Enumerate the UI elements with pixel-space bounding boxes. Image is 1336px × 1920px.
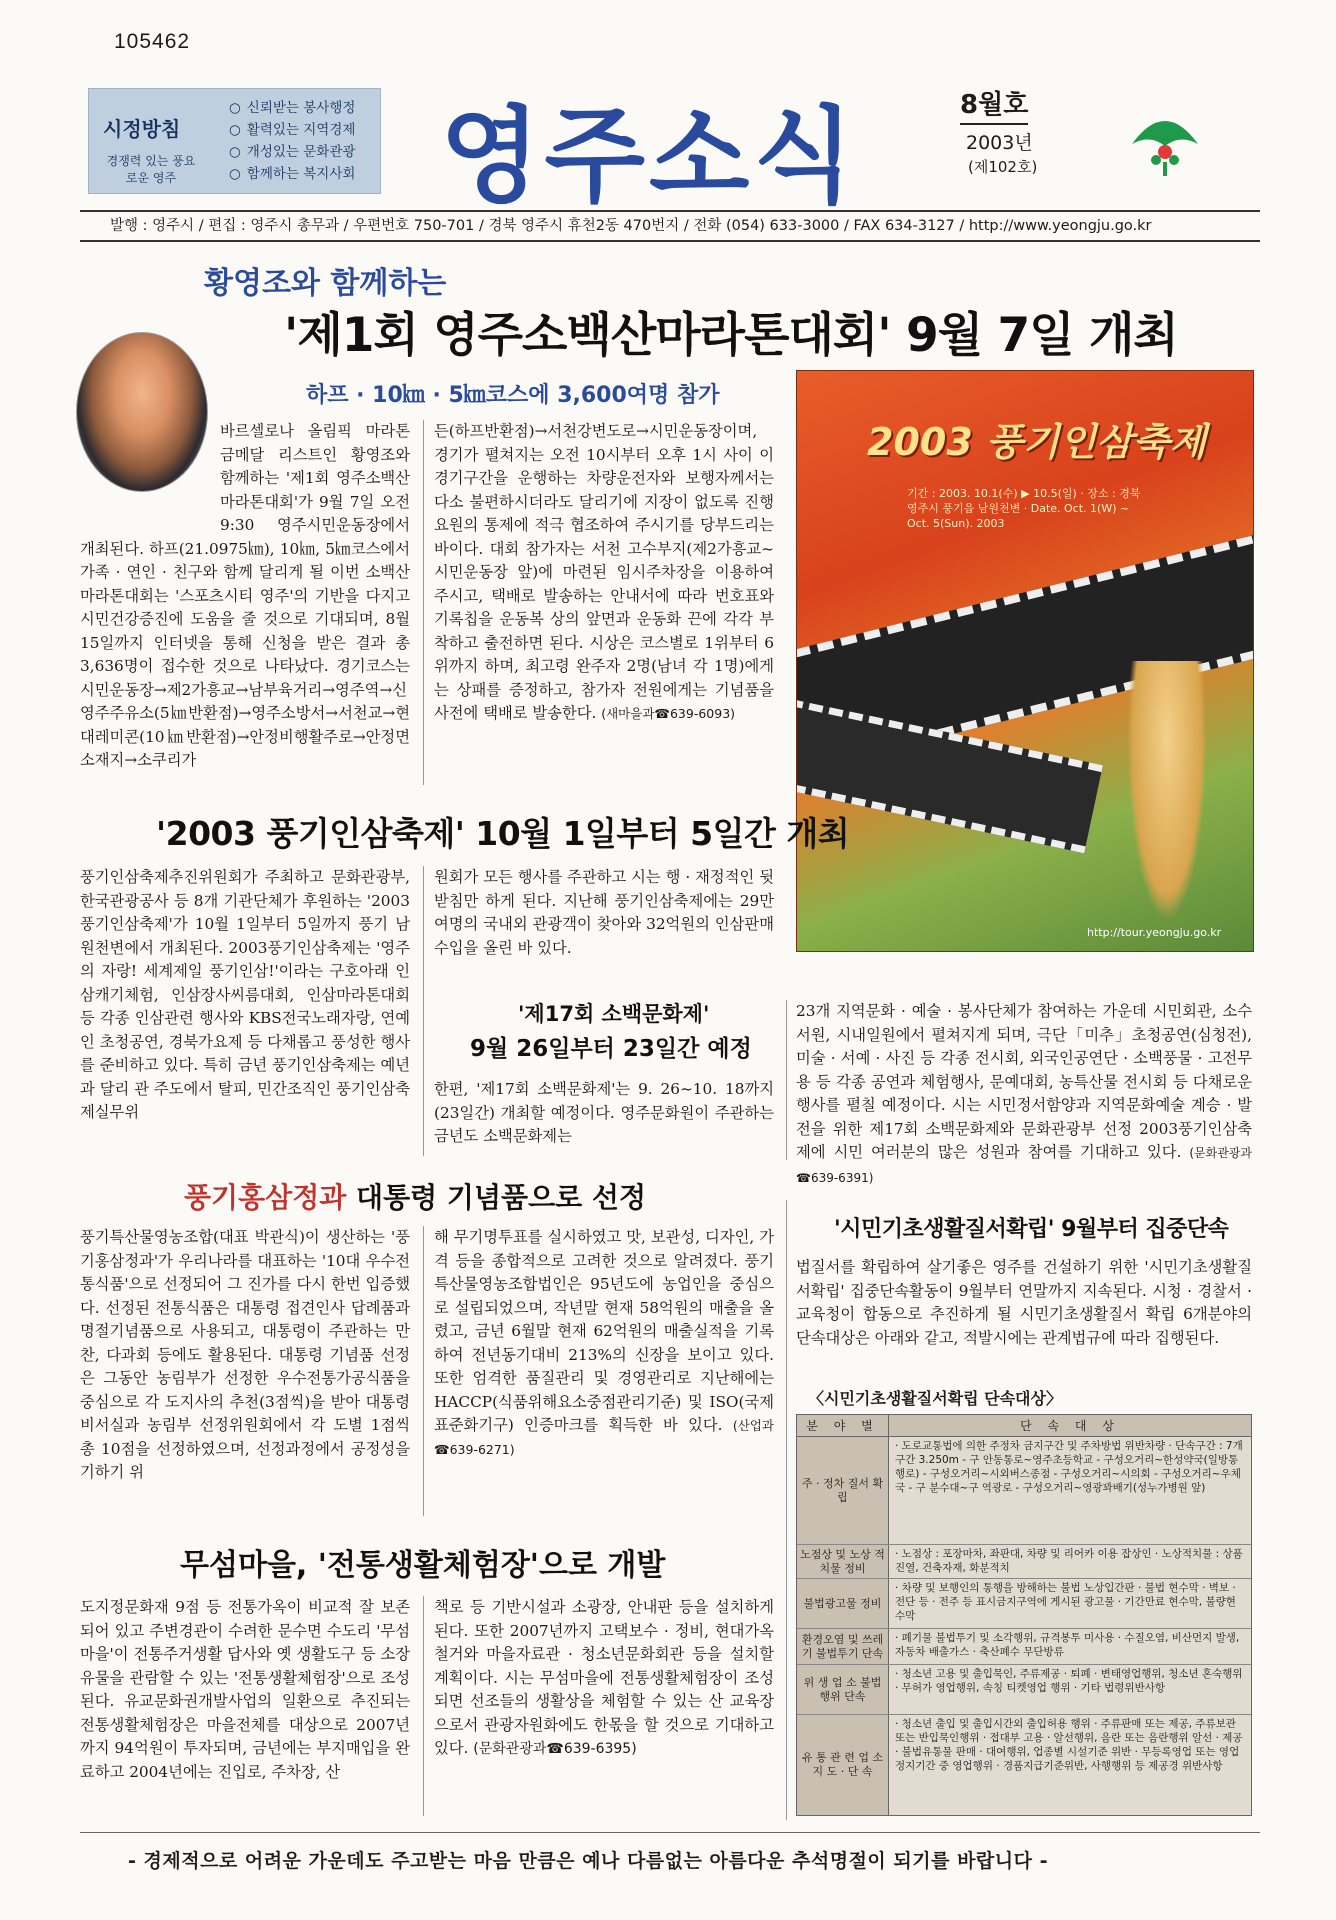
footer-rule bbox=[80, 1832, 1260, 1833]
portrait-wrap-space bbox=[80, 420, 220, 516]
article4-headline-product: 풍기홍삼정과 bbox=[184, 1181, 347, 1214]
table-category: 주 · 정차 질서 확립 bbox=[797, 1437, 889, 1544]
table-header bbox=[797, 1415, 1251, 1437]
article4-headline bbox=[184, 1176, 646, 1216]
issue-number: (제102호) bbox=[968, 158, 1038, 176]
column-divider bbox=[423, 866, 424, 1156]
policy-subtitle: 경쟁력 있는 풍요로운 영주 bbox=[106, 154, 196, 185]
article1-headline: '제1회 영주소백산마라톤대회' 9월 7일 개최 bbox=[284, 308, 1178, 363]
enforcement-table-title: 〈시민기초생활질서확립 단속대상〉 bbox=[808, 1389, 1062, 1408]
poster-ginseng-root bbox=[1127, 661, 1207, 921]
table-row bbox=[797, 1629, 1251, 1665]
article3-headline2: 9월 26일부터 23일간 예정 bbox=[470, 1036, 752, 1062]
table-detail: · 차량 및 보행인의 통행을 방해하는 불법 노상입간판 · 불법 현수막 · 벽보 · 전단 등 · 전주 등 표시금지구역에 게시된 광고물 · 기간만료 현수막, 불량현수막 bbox=[889, 1579, 1251, 1628]
table-detail: · 노점상 : 포장마차, 좌판대, 차량 및 리어카 이용 잡상인 · 노상적치물 : 상품진열, 건축자재, 화분적치 bbox=[889, 1545, 1251, 1578]
table-category: 유 통 관 련 업 소 지 도 · 단 속 bbox=[797, 1715, 889, 1815]
table-header-cell: 분 야 별 bbox=[797, 1415, 889, 1436]
table-row bbox=[797, 1579, 1251, 1629]
article1-kicker: 황영조와 함께하는 bbox=[204, 266, 447, 301]
column-divider bbox=[423, 420, 424, 785]
table-category: 위 생 업 소 불법행위 단속 bbox=[797, 1665, 889, 1714]
table-row bbox=[797, 1437, 1251, 1545]
article3-headline1: '제17회 소백문화제' bbox=[518, 1002, 710, 1026]
footer-message: - 경제적으로 어려운 가운데도 주고받는 마음 만큼은 예나 다름없는 아름다운 추석명절이 되기를 바랍니다 - bbox=[128, 1850, 1048, 1872]
article3-col2 bbox=[796, 1000, 1252, 1185]
policy-item: ○ 함께하는 복지사회 bbox=[229, 163, 355, 185]
publisher-info: 발행 : 영주시 / 편집 : 영주시 총무과 / 우편번호 750-701 / 경북 영주시 휴천2동 470번지 / 전화 (054) 633-3000 / FAX 634-3127 / http://www.yeongju.go.kr bbox=[80, 210, 1260, 242]
article2-col1: 풍기인삼축제추진위원회가 주최하고 문화관광부, 한국관광공사 등 8개 기관단체가 후원하는 '2003풍기인삼축제'가 10월 1일부터 5일까지 풍기 남원천변에서 개최된다. 2003풍기인삼축제는 '영주의 자랑! 세계제일 풍기인삼!'이라는 구호아래 인삼캐기체험, 인삼장사씨름대회, 인삼마라톤대회 등 각종 인삼관련 행사와 KBS전국노래자랑, 연예인 초청공연, 경북가요제 등 다채롭고 풍성한 행사를 준비하고 있다. 특히 금년 풍기인삼축제는 예년과 달리 관 주도에서 탈피, 민간조직인 풍기인삼축제실무위 bbox=[80, 868, 410, 1121]
table-detail: · 청소년 고용 및 출입묵인, 주류제공 · 퇴폐 · 변태영업행위, 청소년 혼숙행위 · 무허가 영업행위, 속칭 티켓영업 행위 · 기타 법령위반사항 bbox=[889, 1665, 1251, 1714]
article4-col2 bbox=[434, 1226, 774, 1526]
enforcement-table bbox=[796, 1414, 1252, 1816]
article6-body: 법질서를 확립하여 살기좋은 영주를 건설하기 위한 '시민기초생활질서확립' 집중단속활동이 9월부터 연말까지 지속된다. 시청 · 경찰서 · 교육청이 합동으로 추진하게 될 시민기초생활질서 확립 6개분야의 단속대상은 아래와 같고, 적발시에는 관계법규에 따라 집행된다. bbox=[796, 1258, 1252, 1347]
article1-contact: (새마을과☎639-6093) bbox=[601, 706, 736, 721]
table-detail: · 청소년 출입 및 출입시간외 출입허용 행위 · 주류판매 또는 제공, 주류보관 또는 반입묵인행위 · 접대부 고용 · 알선행위, 음란 또는 음란행위 알선 · 제공 · 불법유통물 판매 · 대여행위, 업종별 시설기준 위반 · 무등록영업 또는 영업정지기간 중 영업행위 · 경품지급기준위반, 사행행위 등 제공경 위반사항 bbox=[889, 1715, 1251, 1815]
masthead-title: 영주소식 bbox=[440, 95, 858, 217]
table-row bbox=[797, 1545, 1251, 1579]
article5-col2 bbox=[434, 1596, 774, 1826]
policy-title: 시정방침 bbox=[103, 117, 181, 141]
article1-col2-text: 든(하프반환점)→서천강변도로→시민운동장이며, 경기가 펼쳐지는 오전 10시부터 오후 1시 사이 이 경기구간을 운행하는 차량운전자와 보행자께서는 다소 불편하시더라도 달리기에 지장이 없도록 진행요원의 통제에 적극 협조하여 주시기를 당부드리는 바이다. 대회 참가자는 서천 고수부지(제2가흥교~시민운동장 앞)에 마련된 임시주차장을 이용하여 주시고, 택배로 발송하는 안내서에 따라 번호표와 기록칩을 운동복 상의 앞면과 운동화 끈에 각각 부착하고 출전하면 된다. 시상은 코스별로 1위부터 6위까지 하며, 최고령 완주자 2명(남녀 각 1명)에게는 상패를 증정하고, 참가자 전원에게는 기념품을 사전에 택배로 발송한다. bbox=[434, 422, 774, 722]
issue-year: 2003년 bbox=[966, 132, 1033, 154]
article4-contact: (산업과☎639-6271) bbox=[434, 1418, 774, 1457]
poster-title: 2003 풍기인삼축제 bbox=[867, 420, 1207, 464]
article3-contact: (문화관광과☎639-6391) bbox=[796, 1146, 1252, 1185]
article6-headline: '시민기초생활질서확립' 9월부터 집중단속 bbox=[834, 1217, 1229, 1242]
table-category: 환경오염 및 쓰레기 불법투기 단속 bbox=[797, 1629, 889, 1664]
policy-item: ○ 신뢰받는 봉사행정 bbox=[229, 97, 355, 119]
article5-col1: 도지정문화재 9점 등 전통가옥이 비교적 잘 보존되어 있고 주변경관이 수려한 문수면 수도리 '무섬마을'이 전통주거생활 답사와 옛 생활도구 등 소장유물을 관람할 수 있는 '전통생활체험장'으로 조성된다. 유교문화권개발사업의 일환으로 추진되는 전통생활체험장은 마을전체를 대상으로 2007년까지 94억원이 투자되며, 금년에는 부지매입을 완료하고 2004년에는 진입로, 주차장, 산 bbox=[80, 1598, 410, 1781]
article1-col1-text: 바르셀로나 올림픽 마라톤 금메달 리스트인 황영조와 함께하는 '제1회 영주소백산마라톤대회'가 9월 7일 오전 9:30 영주시민운동장에서 개최된다. 하프(21.0975㎞), 10㎞, 5㎞코스에서 가족 · 연인 · 친구와 함께 달리게 될 이번 소백산마라톤대회는 '스포츠시티 영주'의 기반을 다지고 시민건강증진에 도움을 줄 것으로 기대되며, 8월 15일까지 인터넷을 통해 신청을 받은 결과 총 3,636명이 접수한 것으로 나타났다. 경기코스는 시민운동장→제2가흥교→남부육거리→영주역→신영주주유소(5㎞반환점)→영주소방서→서천교→현대레미콘(10㎞반환점)→안정비행활주로→안정면소재지→소쿠리가 bbox=[80, 422, 410, 769]
article1-col1 bbox=[80, 420, 410, 790]
table-detail: · 도로교통법에 의한 주정차 금지구간 및 주차방법 위반차량 · 단속구간 : 7개구간 3.250m - 구 안동통로~영주초등학교 - 구성오거리~한성약국(일방통행로) - 구성오거리~시외버스종점 - 구성오거리~시의회 - 구성오거리~우체국 - 구 분수대~구 역광로 - 구성오거리~영광꽈배기(성누가병원 앞) bbox=[889, 1437, 1251, 1544]
article5-contact: (문화관광과☎639-6395) bbox=[473, 1741, 637, 1757]
article4-headline-rest: 대통령 기념품으로 선정 bbox=[346, 1181, 647, 1214]
article3-col2-text: 23개 지역문화 · 예술 · 봉사단체가 참여하는 가운데 시민회관, 소수서원, 시내일원에서 펼쳐지게 되며, 극단「미추」초청공연(심청전), 미술 · 서예 · 사진 등 각종 전시회, 외국인공연단 · 소백풍물 · 고전무용 등 각종 공연과 체험행사, 문예대회, 농특산물 전시회 등 다채로운 행사를 펼칠 예정이다. 시는 시민정서함양과 지역문화예술 계승 · 발전을 위한 제17회 소백문화제와 문화관광부 선정 2003풍기인삼축제에 시민 여러분의 많은 성원과 참여를 기대하고 있다. bbox=[796, 1002, 1252, 1161]
table-category: 노점상 및 노상 적치물 정비 bbox=[797, 1545, 889, 1578]
article1-col2 bbox=[434, 420, 774, 790]
article5-headline: 무섬마을, '전통생활체험장'으로 개발 bbox=[180, 1548, 666, 1583]
article5-col2-text: 책로 등 기반시설과 소광장, 안내판 등을 설치하게 된다. 또한 2007년까지 고택보수 · 정비, 현대가옥 철거와 마을자료관 · 청소년문화회관 등을 설치할 계획이다. 시는 무섬마을에 전통생활체험장이 조성되면 선조들의 생활상을 체험할 수 있는 산 교육장으로서 관광자원화에도 한몫을 할 것으로 기대하고 있다. bbox=[434, 1598, 774, 1757]
document-serial: 105462 bbox=[114, 30, 191, 53]
article2-headline: '2003 풍기인삼축제' 10월 1일부터 5일간 개최 bbox=[156, 814, 850, 853]
policy-list bbox=[229, 97, 355, 185]
table-category: 불법광고물 정비 bbox=[797, 1579, 889, 1628]
column-divider bbox=[786, 1200, 787, 1820]
article3-col1: 한편, '제17회 소백문화제'는 9. 26~10. 18까지(23일간) 개최할 예정이다. 영주문화원이 주관하는 금년도 소백문화제는 bbox=[434, 1080, 774, 1145]
poster-info: 기간 : 2003. 10.1(수) ▶ 10.5(일) · 장소 : 경북 영주시 풍기읍 남원천변 · Date. Oct. 1(W) ~ Oct. 5(Sun). 2003 bbox=[907, 487, 1141, 530]
policy-item: ○ 개성있는 문화관광 bbox=[229, 141, 355, 163]
yeongju-city-emblem-icon bbox=[1128, 104, 1202, 178]
poster-url: http://tour.yeongju.go.kr bbox=[1087, 926, 1222, 939]
ginseng-festival-poster bbox=[796, 370, 1254, 952]
article4-col2-text: 해 무기명투표를 실시하였고 맛, 보관성, 디자인, 가격 등을 종합적으로 고려한 것으로 알려졌다. 풍기특산물영농조합법인은 95년도에 농업인을 중심으로 설립되었으며, 작년말 현재 58억원의 매출을 올렸고, 금년 6월말 현재 62억원의 매출실적을 기록하여 전년동기대비 213%의 신장을 보이고 있다. 또한 엄격한 품질관리 및 경영관리로 지난해에는 HACCP(식품위해요소중점관리기준) 및 ISO(국제표준화기구) 인증마크를 획득한 바 있다. bbox=[434, 1228, 774, 1434]
column-divider bbox=[423, 1226, 424, 1516]
column-divider bbox=[423, 1596, 424, 1816]
article4-col1: 풍기특산물영농조합(대표 박관식)이 생산하는 '풍기홍삼정과'가 우리나라를 대표하는 '10대 우수전통식품'으로 선정되어 그 진가를 다시 한번 입증했다. 선정된 전통식품은 대통령 접견인사 답례품과 명절기념품으로 사용되고, 대통령이 주관하는 만찬, 다과회 등에도 활용된다. 대통령 기념품 선정은 그동안 농림부가 선정한 우수전통가공식품을 중심으로 각 도지사의 추천(3점씩)을 받아 대통령비서실과 농림부 선정위원회에서 각 도별 1점씩 총 10점을 선정하였으며, 선정과정에서 공정성을 기하기 위 bbox=[80, 1228, 410, 1481]
table-detail: · 폐기물 불법투기 및 소각행위, 규격봉투 미사용 · 수질오염, 비산먼지 발생, 자동차 배출가스 · 축산폐수 무단방류 bbox=[889, 1629, 1251, 1664]
policy-item: ○ 활력있는 지역경제 bbox=[229, 119, 355, 141]
issue-month: 8월호 bbox=[960, 84, 1028, 125]
article2-col2: 원회가 모든 행사를 주관하고 시는 행 · 재정적인 뒷받침만 하게 된다. 지난해 풍기인삼축제에는 29만여명의 국내외 관광객이 찾아와 32억원의 인삼판매수입을 올린 바 있다. bbox=[434, 868, 774, 957]
city-policy-box bbox=[88, 88, 381, 194]
table-row bbox=[797, 1665, 1251, 1715]
table-header-cell: 단 속 대 상 bbox=[1020, 1418, 1120, 1433]
article1-subhead: 하프 · 10㎞ · 5㎞코스에 3,600여명 참가 bbox=[306, 383, 720, 408]
column-divider bbox=[786, 1000, 787, 1160]
table-row bbox=[797, 1715, 1251, 1815]
